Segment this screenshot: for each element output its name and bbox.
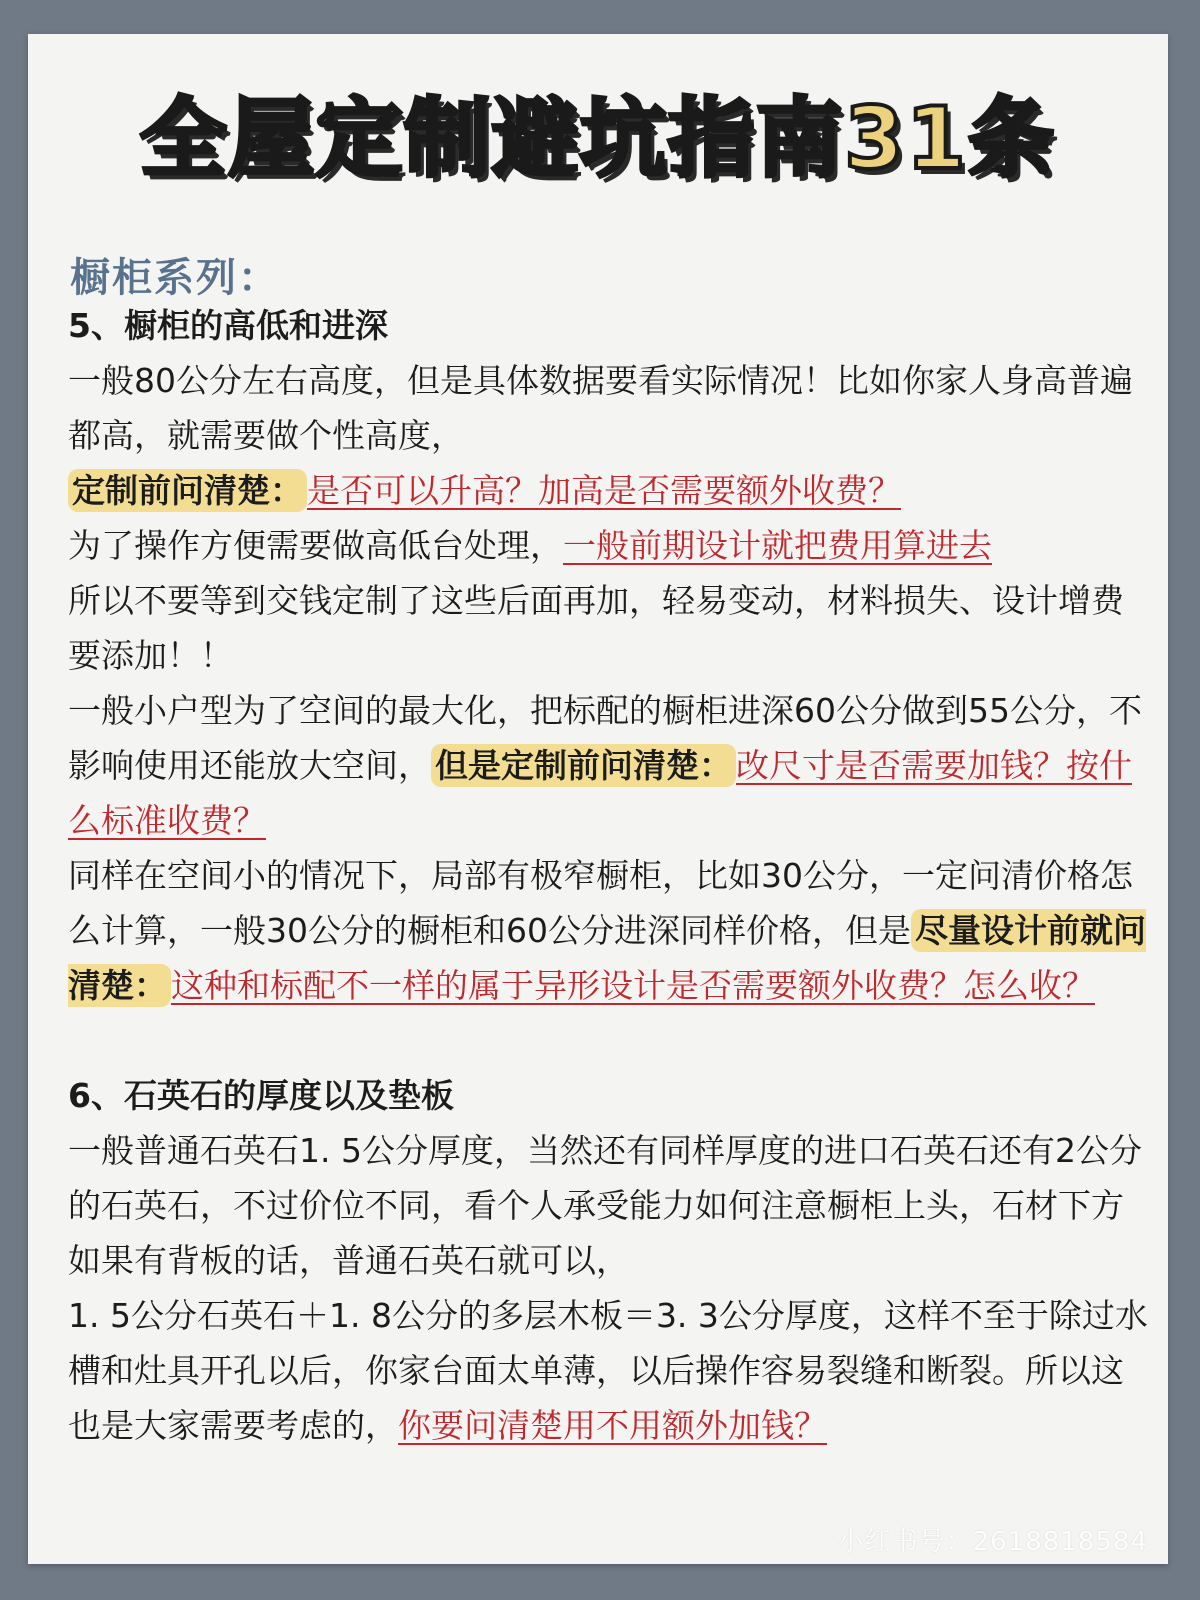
item5-text-6: 同样在空间小的情况下，局部有极窄橱柜，比如30公分，一定问清价格怎么计算，一般30公分的橱柜和60公分进深同样价格，但是 [68, 856, 1133, 950]
red-underline-text: 是否可以升高？加高是否需要额外收费？ [307, 471, 901, 510]
item5-text-4: 所以不要等到交钱定制了这些后面再加，轻易变动，材料损失、设计增费要添加！！ [68, 581, 1124, 675]
paragraph-spacer [68, 1013, 1148, 1068]
item5-text-1: 一般80公分左右高度，但是具体数据要看实际情况！比如你家人身高普遍都高，就需要做个性高度， [68, 361, 1133, 455]
item5-heading: 5、橱柜的高低和进深 [68, 306, 388, 345]
item5-paragraph-6 [68, 848, 1148, 1013]
item5-paragraph-4 [68, 573, 1148, 683]
item5-text-5: 一般小户型为了空间的最大化，把标配的橱柜进深60公分做到55公分，不影响使用还能放大空间， [68, 691, 1142, 785]
section-label: 橱柜系列： [70, 255, 280, 301]
item6-paragraph-1 [68, 1123, 1148, 1288]
item5-text-3: 为了操作方便需要做高低台处理， [68, 526, 563, 565]
item6-text-2: 1. 5公分石英石＋1. 8公分的多层木板＝3. 3公分厚度，这样不至于除过水槽和灶具开孔以后，你家台面太单薄，以后操作容易裂缝和断裂。所以这也是大家需要考虑的， [68, 1296, 1148, 1445]
article-body [68, 298, 1148, 1453]
item5-paragraph-3 [68, 518, 1148, 573]
item5-paragraph-5 [68, 683, 1148, 848]
highlight-label: 但是定制前问清楚： [431, 744, 736, 787]
item6-paragraph-2 [68, 1288, 1148, 1453]
item6-text-1: 一般普通石英石1. 5公分厚度，当然还有同样厚度的进口石英石还有2公分的石英石，不过价位不同，看个人承受能力如何注意橱柜上头，石材下方如果有背板的话，普通石英石就可以， [68, 1131, 1142, 1280]
watermark: 小红书号：2618818584 [837, 1527, 1148, 1557]
item5-paragraph-2 [68, 463, 1148, 518]
item5-paragraph-1 [68, 353, 1148, 463]
page-title: 全屋定制避坑指南31条 [140, 89, 1056, 189]
content-card [28, 34, 1168, 1564]
highlight-label: 定制前问清楚： [68, 469, 307, 512]
red-underline-text: 这种和标配不一样的属于异形设计是否需要额外收费？怎么收？ [171, 966, 1095, 1005]
red-underline-text: 你要问清楚用不用额外加钱？ [398, 1406, 827, 1445]
highlight-label: 尽量设计前就问清楚： [68, 911, 1146, 1005]
red-underline-text: 改尺寸是否需要加钱？按什么标准收费？ [68, 746, 1132, 840]
red-underline-text: 一般前期设计就把费用算进去 [563, 526, 992, 565]
item6-heading: 6、石英石的厚度以及垫板 [68, 1076, 454, 1115]
